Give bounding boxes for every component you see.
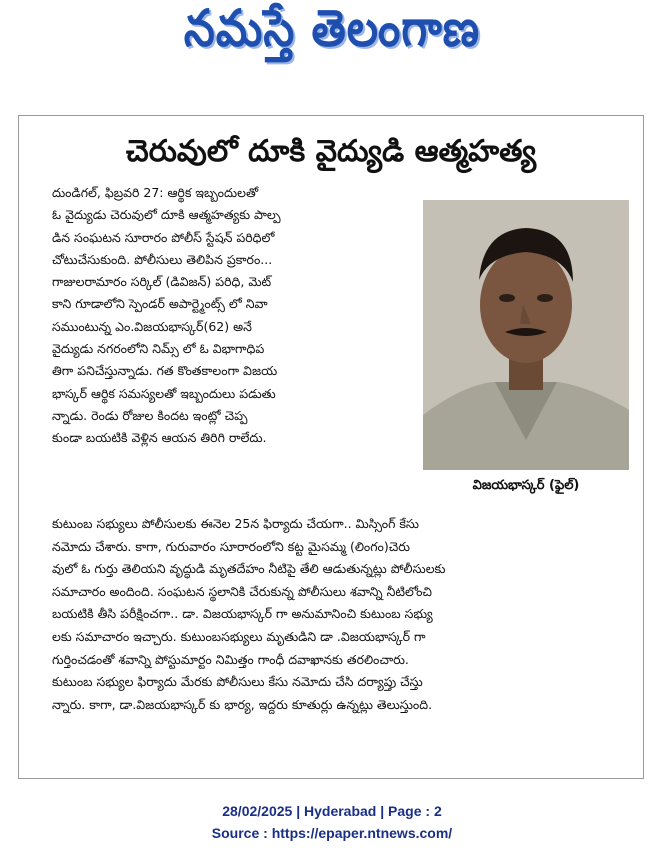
source-url: Source : https://epaper.ntnews.com/: [211, 825, 453, 841]
article-text-line: గాజులరామారం సర్కిల్ (డివిజన్) పరిధి, మెట్: [52, 274, 272, 290]
article-text-line: వులో ఓ గుర్తు తెలియని వృద్ధుడి మృతదేహం నీటిపై తేలి ఆడుతున్నట్లు పోలీసులకు: [52, 561, 446, 577]
newspaper-logo: నమస్తే తెలంగాణ: [183, 0, 481, 58]
article-text-line: బయటికి తీసి పరీక్షించగా.. డా. విజయభాస్కర్ గా అనుమానించి కుటుంబ సభ్యు: [52, 606, 433, 622]
article-text-line: లకు సమాచారం ఇచ్చారు. కుటుంబసభ్యులు మృతుడిని డా .విజయభాస్కర్ గా: [52, 628, 426, 644]
article-text-line: సమాచారం అందింది. సంఘటన స్థలానికి చేరుకున్న పోలీసులు శవాన్ని నీటిలోంచి: [52, 583, 433, 599]
article-photo-block: [423, 200, 629, 510]
article-text-line: న్నారు. కాగా, డా.విజయభాస్కర్ కు భార్య, ఇద్దరు కూతుర్లు ఉన్నట్లు తెలుస్తుంది.: [52, 696, 433, 712]
article-text-line: చోటుచేసుకుంది. పోలీసులు తెలిపిన ప్రకారం...: [52, 251, 273, 267]
article-text-line: దుండిగల్, ఫిబ్రవరి 27: ఆర్థిక ఇబ్బందులతో: [52, 185, 259, 200]
article-text-line: నమోదు చేశారు. కాగా, గురువారం సూరారంలోని కట్ట మైసమ్మ (లింగం)చెరు: [52, 538, 411, 554]
masthead: [0, 0, 664, 80]
article-text-line: భాస్కర్ ఆర్థిక సమస్యలతో ఇబ్బందులు పడుతు: [52, 385, 276, 401]
article-text-line: తిగా పనిచేస్తున్నాడు. గత కొంతకాలంగా విజయ: [52, 363, 278, 379]
portrait-illustration: [423, 200, 629, 470]
article-headline: చెరువులో దూకి వైద్యుడి ఆత్మహత్య: [125, 134, 537, 169]
clipping-footer: [0, 800, 664, 844]
article-text-line: కుటుంబ సభ్యుల ఫిర్యాదు మేరకు పోలీసులు కేసు నమోదు చేసి దర్యాప్తు చేస్తు: [52, 674, 423, 690]
article-text-line: సముంటున్న ఎం.విజయభాస్కర్(62) అనే: [52, 318, 252, 334]
portrait-photo: [423, 200, 629, 470]
date-edition-page: 28/02/2025 | Hyderabad | Page : 2: [222, 803, 442, 819]
article-text-line: కుండా బయటికి వెళ్లిన ఆయన తిరిగి రాలేదు.: [52, 430, 267, 446]
article-text-line: గుర్తించడంతో శవాన్ని పోస్టుమార్టం నిమిత్తం గాంధీ దవాఖానకు తరలించారు.: [52, 651, 409, 667]
article-text-line: వైద్యుడు నగరంలోని నిమ్స్ లో ఓ విభాగాధిప: [52, 341, 265, 357]
article-text-line: ఓ వైద్యుడు చెరువులో దూకి ఆత్మహత్యకు పాల్ప: [52, 207, 281, 223]
photo-caption: విజయభాస్కర్ (ఫైల్): [472, 478, 580, 493]
article-body-full-width: [52, 513, 628, 716]
article-text-line: డిన సంఘటన సూరారం పోలీస్ స్టేషన్ పరిధిలో: [52, 229, 275, 245]
article-body-column: [52, 182, 414, 450]
article-text-line: కుటుంబ సభ్యులు పోలీసులకు ఈనెల 25న ఫిర్యాదు చేయగా.. మిస్సింగ్ కేసు: [52, 516, 420, 531]
article-text-line: కాని గూడాలోని స్పెండర్ అపార్ట్మెంట్స్ లో నివా: [52, 296, 268, 312]
article-text-line: న్నాడు. రెండు రోజుల కిందట ఇంట్లో చెప్ప: [52, 407, 248, 423]
